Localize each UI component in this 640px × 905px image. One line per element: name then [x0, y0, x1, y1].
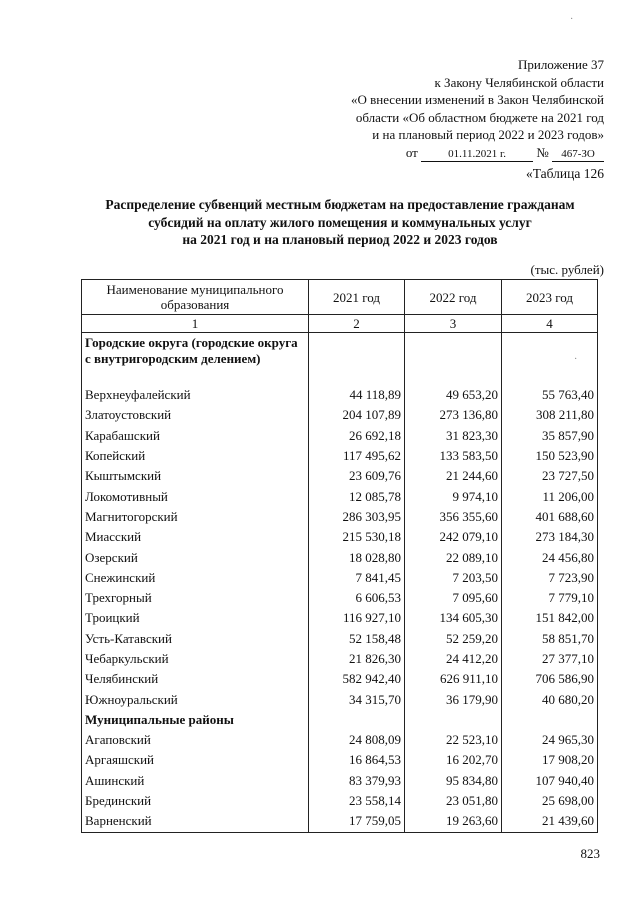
- value-2022: 24 412,20: [405, 649, 502, 669]
- municipality-name: Озерский: [82, 547, 309, 567]
- table-row: [82, 486, 598, 506]
- value-2023: 107 940,40: [502, 771, 598, 791]
- table-row: [82, 649, 598, 669]
- header-row: [82, 280, 598, 315]
- municipality-name: Варненский: [82, 811, 309, 832]
- appendix-line: Приложение 37: [517, 57, 604, 72]
- value-2021: 23 558,14: [309, 791, 405, 811]
- table-row: [82, 791, 598, 811]
- value-2022: 23 051,80: [405, 791, 502, 811]
- municipality-name: Трехгорный: [82, 588, 309, 608]
- municipality-name: Магнитогорский: [82, 507, 309, 527]
- header-2022: 2022 год: [405, 280, 502, 315]
- law-number: 467-ЗО: [552, 147, 604, 162]
- value-2023: 151 842,00: [502, 608, 598, 628]
- table-row: [82, 385, 598, 405]
- column-number: 3: [405, 315, 502, 333]
- section-title: Муниципальные районы: [82, 710, 309, 730]
- municipality-name: Локомотивный: [82, 486, 309, 506]
- table-row: [82, 527, 598, 547]
- value-2022: 21 244,60: [405, 466, 502, 486]
- municipality-name: Южноуральский: [82, 689, 309, 709]
- municipality-name: Кыштымский: [82, 466, 309, 486]
- value-2023: 55 763,40: [502, 385, 598, 405]
- municipality-name: Златоустовский: [82, 405, 309, 425]
- value-2023: 58 851,70: [502, 629, 598, 649]
- title-line: на 2021 год и на плановый период 2022 и 2023 годов: [182, 232, 498, 247]
- table-row: [82, 426, 598, 446]
- municipality-name: Аргаяшский: [82, 750, 309, 770]
- municipality-name: Усть-Катавский: [82, 629, 309, 649]
- value-2023: 40 680,20: [502, 689, 598, 709]
- table-row: [82, 466, 598, 486]
- value-2021: 215 530,18: [309, 527, 405, 547]
- municipality-name: Копейский: [82, 446, 309, 466]
- municipality-name: Челябинский: [82, 669, 309, 689]
- value-2021: 17 759,05: [309, 811, 405, 832]
- municipality-name: Брединский: [82, 791, 309, 811]
- value-2022: 52 259,20: [405, 629, 502, 649]
- value-2023: 308 211,80: [502, 405, 598, 425]
- appendix-line: области «Об областном бюджете на 2021 год: [355, 109, 604, 125]
- page-number: 823: [580, 846, 600, 861]
- table-row: [82, 730, 598, 750]
- appendix-line: к Закону Челябинской области: [434, 74, 604, 90]
- value-2023: 11 206,00: [502, 486, 598, 506]
- column-number-row: [82, 315, 598, 333]
- header-2023: 2023 год: [502, 280, 598, 315]
- value-2023: 273 184,30: [502, 527, 598, 547]
- value-2023: 401 688,60: [502, 507, 598, 527]
- value-2021: 286 303,95: [309, 507, 405, 527]
- header-2021: 2021 год: [309, 280, 405, 315]
- value-2021: 44 118,89: [309, 385, 405, 405]
- value-2022: 242 079,10: [405, 527, 502, 547]
- table-row: [82, 811, 598, 832]
- signature-line: [244, 144, 604, 162]
- header-name: Наименование муниципального образования: [82, 280, 309, 315]
- table-row: [82, 629, 598, 649]
- units-label: (тыс. рублей): [530, 262, 604, 277]
- section-row: [82, 333, 598, 386]
- table-row: [82, 771, 598, 791]
- municipality-name: Верхнеуфалейский: [82, 385, 309, 405]
- from-label: от: [405, 144, 418, 160]
- value-2022: 95 834,80: [405, 771, 502, 791]
- document-title: [60, 196, 620, 249]
- value-2021: 21 826,30: [309, 649, 405, 669]
- value-2023: 7 779,10: [502, 588, 598, 608]
- table-row: [82, 689, 598, 709]
- value-2021: 24 808,09: [309, 730, 405, 750]
- value-2021: 6 606,53: [309, 588, 405, 608]
- municipality-name: Миасский: [82, 527, 309, 547]
- value-2023: 35 857,90: [502, 426, 598, 446]
- value-2023: 706 586,90: [502, 669, 598, 689]
- value-2023: 7 723,90: [502, 568, 598, 588]
- value-2023: 23 727,50: [502, 466, 598, 486]
- value-2022: 9 974,10: [405, 486, 502, 506]
- value-2021: 18 028,80: [309, 547, 405, 567]
- table-row: [82, 750, 598, 770]
- table-row: [82, 507, 598, 527]
- section-title: Городские округа (городские округа с внутригородским делением): [82, 333, 309, 386]
- value-2021: 117 495,62: [309, 446, 405, 466]
- table-row: [82, 547, 598, 567]
- value-2023: 17 908,20: [502, 750, 598, 770]
- value-2022: 19 263,60: [405, 811, 502, 832]
- municipality-name: Ашинский: [82, 771, 309, 791]
- appendix-block: [244, 56, 604, 162]
- appendix-line: и на плановый период 2022 и 2023 годов»: [372, 127, 604, 143]
- value-2021: 116 927,10: [309, 608, 405, 628]
- table-row: [82, 568, 598, 588]
- value-2023: 25 698,00: [502, 791, 598, 811]
- column-number: 4: [502, 315, 598, 333]
- section-row: [82, 710, 598, 730]
- scan-speck: ·: [570, 14, 574, 25]
- column-number: 2: [309, 315, 405, 333]
- municipality-name: Чебаркульский: [82, 649, 309, 669]
- column-number: 1: [82, 315, 309, 333]
- value-2023: 150 523,90: [502, 446, 598, 466]
- table-body: [82, 333, 598, 833]
- value-2021: 34 315,70: [309, 689, 405, 709]
- table-row: [82, 588, 598, 608]
- value-2023: 21 439,60: [502, 811, 598, 832]
- table-row: [82, 405, 598, 425]
- title-line: Распределение субвенций местным бюджетам на предоставление гражданам: [105, 197, 575, 212]
- table-row: [82, 608, 598, 628]
- value-2021: 12 085,78: [309, 486, 405, 506]
- value-2021: 204 107,89: [309, 405, 405, 425]
- value-2022: 273 136,80: [405, 405, 502, 425]
- municipality-name: Агаповский: [82, 730, 309, 750]
- value-2021: 582 942,40: [309, 669, 405, 689]
- value-2023: 24 456,80: [502, 547, 598, 567]
- value-2022: 31 823,30: [405, 426, 502, 446]
- value-2021: 83 379,93: [309, 771, 405, 791]
- table-row: [82, 446, 598, 466]
- municipality-name: Троицкий: [82, 608, 309, 628]
- value-2023: 24 965,30: [502, 730, 598, 750]
- title-line: субсидий на оплату жилого помещения и коммунальных услуг: [148, 214, 532, 230]
- value-2022: 7 095,60: [405, 588, 502, 608]
- value-2021: 26 692,18: [309, 426, 405, 446]
- table-row: [82, 669, 598, 689]
- value-2022: 22 523,10: [405, 730, 502, 750]
- scan-speck: ·: [574, 354, 578, 365]
- appendix-line: «О внесении изменений в Закон Челябинской: [350, 92, 604, 108]
- subsidy-table: [81, 279, 598, 833]
- value-2023: 27 377,10: [502, 649, 598, 669]
- value-2022: 626 911,10: [405, 669, 502, 689]
- value-2021: 16 864,53: [309, 750, 405, 770]
- value-2022: 49 653,20: [405, 385, 502, 405]
- municipality-name: Снежинский: [82, 568, 309, 588]
- value-2022: 7 203,50: [405, 568, 502, 588]
- value-2022: 22 089,10: [405, 547, 502, 567]
- value-2021: 7 841,45: [309, 568, 405, 588]
- law-date: 01.11.2021 г.: [421, 147, 533, 162]
- value-2022: 16 202,70: [405, 750, 502, 770]
- number-label: №: [536, 144, 549, 160]
- value-2021: 52 158,48: [309, 629, 405, 649]
- table-reference: «Таблица 126: [526, 166, 604, 181]
- value-2022: 134 605,30: [405, 608, 502, 628]
- value-2022: 133 583,50: [405, 446, 502, 466]
- value-2022: 36 179,90: [405, 689, 502, 709]
- municipality-name: Карабашский: [82, 426, 309, 446]
- value-2021: 23 609,76: [309, 466, 405, 486]
- value-2022: 356 355,60: [405, 507, 502, 527]
